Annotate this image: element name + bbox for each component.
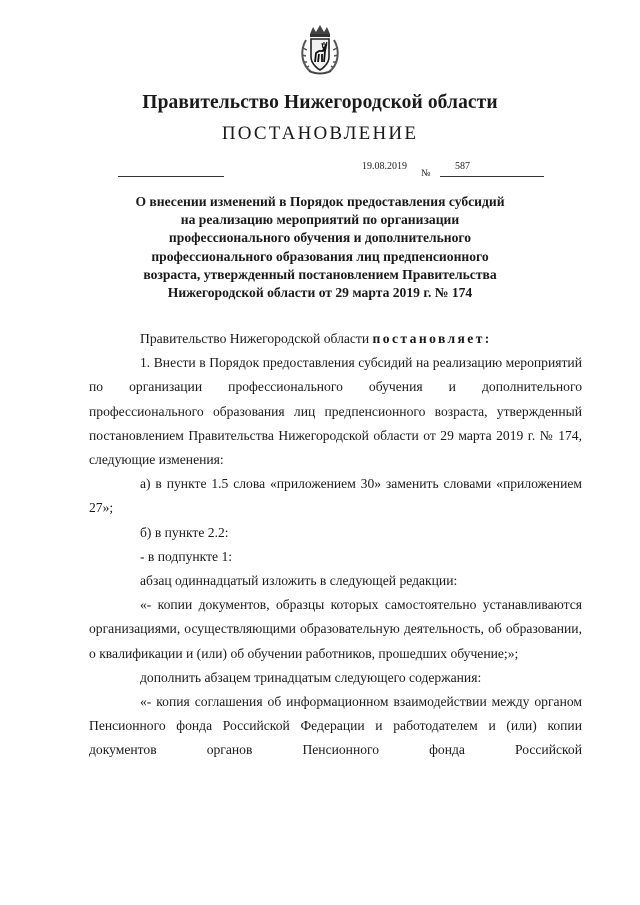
document-date: 19.08.2019 [362,161,407,172]
coat-of-arms-icon [297,24,343,76]
signature-line [118,176,224,177]
paragraph: абзац одиннадцатый изложить в следующей редакции: [140,573,458,589]
subject-line: на реализацию мероприятий по организации [180,212,460,228]
decree-word: постановляет: [372,331,492,346]
number-sign: № [421,168,431,179]
document-type: ПОСТАНОВЛЕНИЕ [221,123,419,144]
number-line [440,176,544,177]
document-body [89,327,582,763]
paragraph: дополнить абзацем тринадцатым следующего содержания: [140,669,482,685]
paragraph: б) в пункте 2.2: [140,524,229,540]
paragraph: - в подпункте 1: [140,548,233,564]
subject-line: возраста, утвержденный постановлением Правительства [143,266,497,282]
subject-line: профессионального обучения и дополнительного [168,230,472,246]
paragraph: «- копии документов, образцы которых самостоятельно устанавливаются организациями, осуществляющими образовательную деятельность, об образовании, о квалификации и (или) об обучении работников, прошедших обучение;»; [89,597,582,661]
intro-paragraph [89,327,582,351]
intro-text: Правительство Нижегородской области [140,331,373,346]
paragraph: а) в пункте 1.5 слова «приложением 30» заменить словами «приложением 27»; [89,476,582,516]
paragraph: «- копия соглашения об информационном взаимодействии между органом Пенсионного фонда Российской Федерации и работодателем и (или) копии документов органов Пенсионного фонда Российской [89,694,582,758]
document-number: 587 [455,161,470,172]
document-subject [90,193,550,302]
paragraph: 1. Внести в Порядок предоставления субсидий на реализацию мероприятий по организации профессионального обучения и дополнительного профессионального образования лиц предпенсионного возраста, утвержденный постановлением Правительства Нижегородской области от 29 марта 2019 г. № 174, следующие изменения: [89,355,582,468]
subject-line: профессионального образования лиц предпенсионного [151,248,489,264]
subject-line: О внесении изменений в Порядок предоставления субсидий [135,194,505,209]
government-name: Правительство Нижегородской области [142,92,498,113]
subject-line: Нижегородской области от 29 марта 2019 г. № 174 [167,285,473,301]
